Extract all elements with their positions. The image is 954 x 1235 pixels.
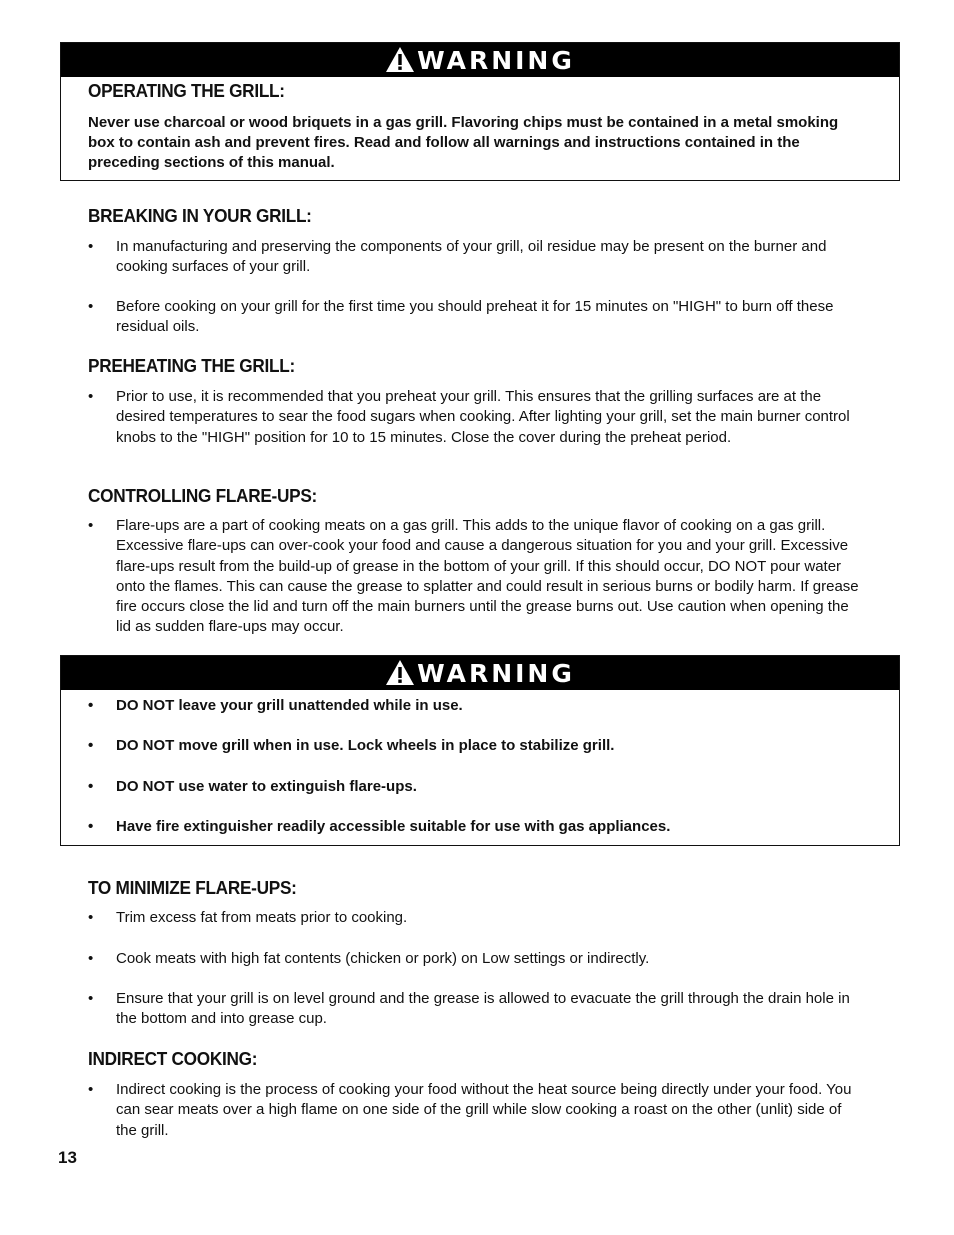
warning-label: WARNING: [417, 658, 575, 688]
list-item: • Indirect cooking is the process of cooking your food without the heat source being directly under your food. You can sear meats over a high flame on one side of the grill while slow cooking a roast on the other (unlit) side of the grill.: [88, 1080, 863, 1141]
list-item: • Flare-ups are a part of cooking meats on a gas grill. This adds to the unique flavor of cooking on a gas grill. Excessive flare-ups can over-cook your food and cause a dangerous situation for you and your grill. Excessive flare-ups result from the build-up of grease in the bottom of your grill. If this should occur, DO NOT pour water onto the flames. This can cause the grease to splatter and could result in serious burns or bodily harm. If grease fire occurs close the lid and turn off the main burners until the grease burns out. Use caution when opening the lid as sudden flare-ups may occur.: [88, 516, 863, 638]
list-item: • In manufacturing and preserving the components of your grill, oil residue may be present on the burner and cooking surfaces of your grill.: [88, 237, 863, 278]
page-number: 13: [58, 1148, 77, 1167]
heading-flareups: CONTROLLING FLARE-UPS:: [88, 485, 317, 506]
list-item: • Have fire extinguisher readily accessible suitable for use with gas appliances.: [88, 817, 863, 837]
list-item: • DO NOT use water to extinguish flare-ups.: [88, 777, 863, 797]
list-item: • Before cooking on your grill for the first time you should preheat it for 15 minutes on "HIGH" to burn off these residual oils.: [88, 297, 863, 338]
list-item: • Trim excess fat from meats prior to cooking.: [88, 908, 863, 928]
heading-breaking-in: BREAKING IN YOUR GRILL:: [88, 205, 312, 226]
list-item: • Cook meats with high fat contents (chicken or pork) on Low settings or indirectly.: [88, 949, 863, 969]
heading-indirect: INDIRECT COOKING:: [88, 1048, 258, 1069]
heading-preheating: PREHEATING THE GRILL:: [88, 355, 295, 376]
list-item: • Prior to use, it is recommended that you preheat your grill. This ensures that the grilling surfaces are at the desired temperatures to sear the food sugars when cooking. After lighting your grill, set the main burner control knobs to the "HIGH" position for 10 to 15 minutes. Close the cover during the preheat period.: [88, 387, 863, 448]
warning-triangle-icon: [385, 659, 415, 686]
warning-banner: [61, 656, 899, 690]
warning-banner: [61, 43, 899, 77]
warning-triangle-icon: [385, 46, 415, 73]
heading-operating: OPERATING THE GRILL:: [88, 80, 285, 101]
heading-minimize: TO MINIMIZE FLARE-UPS:: [88, 877, 297, 898]
list-item: • DO NOT move grill when in use. Lock wheels in place to stabilize grill.: [88, 736, 863, 756]
warning-label: WARNING: [417, 45, 575, 75]
list-item: • DO NOT leave your grill unattended while in use.: [88, 696, 863, 716]
list-item: • Ensure that your grill is on level ground and the grease is allowed to evacuate the grill through the drain hole in the bottom and into grease cup.: [88, 989, 863, 1030]
operating-text: Never use charcoal or wood briquets in a gas grill. Flavoring chips must be contained in a metal smoking box to contain ash and prevent fires. Read and follow all warnings and instructions contained in the preceding sections of this manual.: [88, 114, 839, 172]
